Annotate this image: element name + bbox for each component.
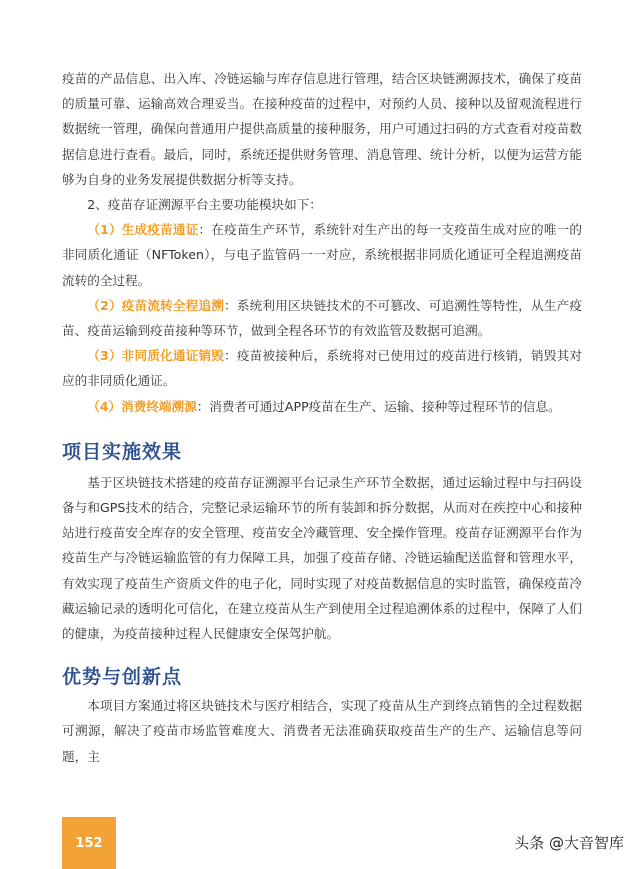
- module-item-1: [62, 217, 582, 293]
- module-title: 生成疫苗通证: [121, 222, 199, 238]
- advantages-heading: 优势与创新点: [62, 666, 183, 689]
- module-item-4: [62, 394, 582, 419]
- implementation-paragraph: 基于区块链技术搭建的疫苗存证溯源平台记录生产环节全数据，通过运输过程中与扫码设备与和GPS技术的结合，完整记录运输环节的所有装卸和拆分数据，从而对在疾控中心和接种站进行疫苗安全库存的安全管理、疫苗安全冷藏管理、安全操作管理。疫苗存证溯源平台作为疫苗生产与冷链运输监管的有力保障工具，加强了疫苗存储、冷链运输配送监督和管理水平，有效实现了疫苗生产资质文件的电子化，同时实现了对疫苗数据信息的实时监管，确保疫苗冷藏运输记录的透明化可信化，在建立疫苗从生产到使用全过程追溯体系的过程中，保障了人们的健康，为疫苗接种过程人民健康安全保驾护航。: [62, 474, 582, 642]
- advantages-paragraph: 本项目方案通过将区块链技术与医疗相结合，实现了疫苗从生产到终点销售的全过程数据可溯源，解决了疫苗市场监管难度大、消费者无法准确获取疫苗生产的生产、运输信息等问题，主: [62, 698, 582, 764]
- page-content: [62, 66, 582, 769]
- module-item-3: [62, 343, 582, 393]
- module-description: ：系统利用区块链技术的不可篡改、可追溯性等特性，从生产疫苗、疫苗运输到疫苗接种等环节，做到全程各环节的有效监管及数据可追溯。: [62, 297, 583, 339]
- module-item-2: [62, 293, 582, 343]
- module-description: ：在疫苗生产环节，系统针对生产出的每一支疫苗生成对应的唯一的非同质化通证（NFToken），与电子监管码一一对应，系统根据非同质化通证可全程追溯疫苗流转的全过程。: [62, 222, 583, 288]
- module-description: ：疫苗被接种后，系统将对已使用过的疫苗进行核销，销毁其对应的非同质化通证。: [62, 348, 583, 389]
- module-title: 疫苗流转全程追溯: [121, 297, 225, 313]
- module-number: （2）: [87, 297, 122, 313]
- module-number: （1）: [87, 222, 122, 238]
- watermark-text: 头条 @大音智库: [514, 834, 624, 852]
- module-title: 非同质化通证销毁: [121, 348, 225, 364]
- module-description: ：消费者可通过APP疫苗在生产、运输、接种等过程环节的信息。: [196, 398, 561, 414]
- modules-heading: 2、疫苗存证溯源平台主要功能模块如下：: [87, 197, 322, 213]
- page-number-badge: 152: [62, 817, 116, 869]
- implementation-heading: 项目实施效果: [62, 440, 183, 463]
- module-number: （3）: [87, 348, 122, 364]
- module-title: 消费终端溯源: [121, 398, 197, 414]
- module-number: （4）: [87, 398, 122, 414]
- intro-paragraph: 疫苗的产品信息、出入库、冷链运输与库存信息进行管理，结合区块链溯源技术，确保了疫苗的质量可靠、运输高效合理妥当。在接种疫苗的过程中，对预约人员、接种以及留观流程进行数据统一管理，确保向普通用户提供高质量的接种服务，用户可通过扫码的方式查看对疫苗数据信息进行查看。最后，同时，系统还提供财务管理、消息管理、统计分析，以便为运营方能够为自身的业务发展提供数据分析等支持。: [62, 71, 582, 187]
